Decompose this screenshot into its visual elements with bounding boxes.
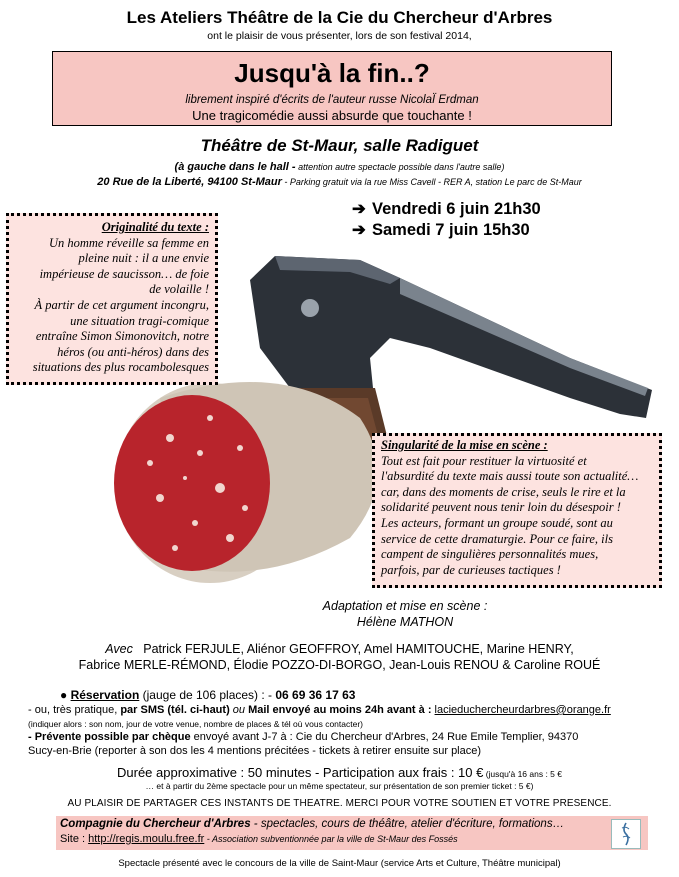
reservation-phone: 06 69 36 17 63 [275, 688, 356, 702]
originality-line: entraîne Simon Simonovitch, notre [35, 329, 209, 344]
cast-label: Avec [105, 642, 133, 656]
singularity-box [372, 433, 662, 588]
arrow-right-icon: ➔ [352, 200, 366, 218]
header-subtitle: ont le plaisir de vous présenter, lors de son festival 2014, [207, 30, 472, 42]
reservation-text: - ou, très pratique, [28, 704, 121, 716]
originality-line: À partir de cet argument incongru, [34, 297, 209, 312]
reservation-instructions: (indiquer alors : son nom, jour de votre venue, nombre de places & tél où vous contacter) [28, 719, 363, 729]
site-link[interactable]: http://regis.moulu.free.fr [88, 833, 205, 845]
thanks-line: AU PLAISIR DE PARTAGER CES INSTANTS DE THEATRE. MERCI POUR VOTRE SOUTIEN ET VOTRE PRESENCE. [67, 798, 612, 809]
cast-line-2: Fabrice MERLE-RÉMOND, Élodie POZZO-DI-BORGO, Jean-Louis RENOU & Caroline ROUÉ [78, 658, 601, 672]
originality-line: de volaille ! [149, 282, 209, 297]
duration-text: Durée approximative : 50 minutes - Participation aux frais : 10 € [117, 765, 484, 780]
date-friday [352, 199, 541, 219]
singularity-heading: Singularité de la mise en scène : [381, 438, 548, 452]
director-name: Hélène MATHON [356, 615, 454, 629]
email-link[interactable]: lacieduchercheurdarbres@orange.fr [434, 704, 611, 716]
header-title: Les Ateliers Théâtre de la Cie du Chercheur d'Arbres [126, 8, 553, 27]
reservation-sms: par SMS (tél. ci-haut) [120, 704, 230, 716]
venue-address: 20 Rue de la Liberté, 94100 St-Maur [97, 176, 282, 188]
venue-location-note: attention autre spectacle possible dans l'autre salle) [295, 162, 505, 172]
presale-line [28, 731, 578, 743]
originality-line: pleine nuit : il a une envie [78, 251, 209, 266]
venue-address-line [0, 176, 679, 188]
date-saturday-text: Samedi 7 juin 15h30 [372, 221, 530, 239]
footer-company-line [60, 818, 564, 830]
reservation-line [60, 688, 355, 702]
footer-site-label: Site : [60, 833, 89, 845]
venue-location [0, 161, 679, 173]
footer-association: - Association subventionnée par la ville de St-Maur des Fossés [204, 834, 458, 844]
arrow-right-icon: ➔ [352, 221, 366, 239]
originality-box [6, 213, 218, 385]
date-friday-text: Vendredi 6 juin 21h30 [372, 200, 541, 218]
singularity-line: l'absurdité du texte mais aussi toute son actualité… [381, 469, 639, 484]
reservation-contact-line [28, 704, 611, 716]
reservation-or: ou [229, 704, 249, 716]
singularity-line: Tout est fait pour restituer la virtuosité et [381, 453, 587, 468]
bottom-note: Spectacle présenté avec le concours de la ville de Saint-Maur (service Arts et Culture, Théâtre municipal) [118, 858, 561, 869]
footer-company: Compagnie du Chercheur d'Arbres [60, 818, 251, 830]
presale-label: - Prévente possible par chèque [28, 731, 191, 743]
singularity-line: service de cette dramaturgie. Pour ce faire, ils [381, 531, 613, 546]
bullet-icon: ● [60, 688, 68, 702]
duration-price [0, 765, 679, 780]
date-saturday [352, 220, 530, 240]
singularity-line: parfois, par de curieuses tactiques ! [381, 562, 561, 577]
footer-activities: - spectacles, cours de théâtre, atelier d'écriture, formations… [250, 818, 565, 830]
company-logo-icon [611, 819, 641, 849]
reservation-mail: Mail envoyé au moins 24h avant à : [248, 704, 435, 716]
venue-title: Théâtre de St-Maur, salle Radiguet [200, 136, 479, 155]
venue-location-bold: (à gauche dans le hall - [174, 161, 296, 173]
show-title: Jusqu'à la fin..? [234, 58, 430, 88]
originality-line: Un homme réveille sa femme en [48, 235, 209, 250]
adaptation-label: Adaptation et mise en scène : [322, 599, 488, 613]
footer-site-line [60, 833, 458, 845]
originality-line: héros (ou anti-héros) dans des [57, 344, 209, 359]
cast-names-1: Patrick FERJULE, Aliénor GEOFFROY, Amel HAMITOUCHE, Marine HENRY, [143, 642, 574, 656]
originality-line: impérieuse de saucisson… de foie [39, 266, 209, 281]
originality-line: une situation tragi-comique [70, 313, 209, 328]
singularity-line: campent de singulières personnalités mues, [381, 547, 599, 562]
sausage-icon [114, 382, 378, 583]
reservation-label: Réservation [70, 688, 140, 702]
reservation-capacity: (jauge de 106 places) : - [139, 688, 276, 702]
originality-heading: Originalité du texte : [101, 220, 209, 234]
show-title-box [52, 51, 612, 126]
presale-line-2: Sucy-en-Brie (reporter à son dos les 4 mentions précitées - tickets à retirer ensuite sur place) [28, 745, 482, 757]
presale-address: envoyé avant J-7 à : Cie du Chercheur d'Arbres, 24 Rue Emile Templier, 94370 [190, 731, 579, 743]
show-inspired-line: librement inspiré d'écrits de l'auteur russe NicolaÏ Erdman [185, 94, 479, 106]
singularity-line: car, dans des moments de crise, seuls le rire et la [381, 484, 626, 499]
venue-parking: - Parking gratuit via la rue Miss Cavell - RER A, station Le parc de St-Maur [281, 177, 582, 187]
singularity-line: Les acteurs, formant un groupe soudé, sont au [381, 515, 613, 530]
singularity-line: solidarité peuvent nous tenir loin du désespoir ! [381, 500, 621, 515]
youth-price: (jusqu'à 16 ans : 5 € [483, 769, 562, 779]
show-tagline: Une tragicomédie aussi absurde que touchante ! [192, 108, 472, 123]
second-show-price: … et à partir du 2ème spectacle pour un même spectateur, sur présentation de son premier ticket : 5 €) [145, 781, 534, 791]
cast-line-1 [0, 642, 679, 656]
originality-line: situations des plus rocambolesques [32, 360, 209, 375]
